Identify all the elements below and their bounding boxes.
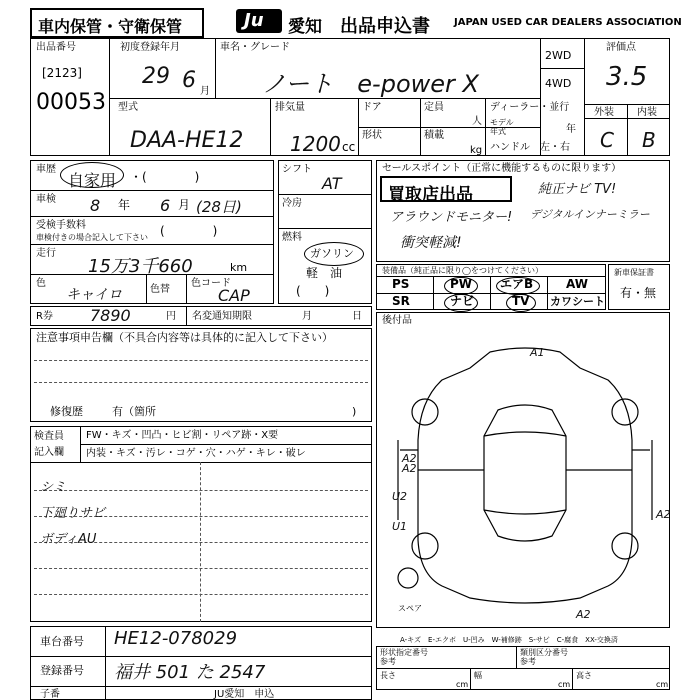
color-change-label: 色替 (150, 284, 170, 295)
grade-label: 評価点 (606, 42, 636, 53)
history-paren: ・( ) (130, 170, 200, 184)
equip-tv-circle (506, 294, 536, 312)
damage-mark-a1: A1 (530, 346, 545, 359)
chassis-value: HE12-078029 (114, 628, 238, 649)
mileage-label: 走行 (36, 248, 56, 259)
inspection-label: 車検 (36, 194, 56, 205)
dim-length-cm: cm (456, 680, 469, 689)
model-year-label1: モデル (490, 118, 514, 127)
ac-label: 冷房 (282, 198, 302, 209)
mileage-unit: km (230, 261, 248, 274)
shift-value: AT (322, 174, 342, 193)
equip-navi: ナビ (450, 294, 475, 308)
model-name-value: ノート e-power X (262, 70, 479, 98)
dealer-label: ディーラー・並行 (490, 102, 570, 113)
door-label: ドア (362, 102, 382, 113)
repair-value: 有（箇所 (112, 405, 156, 418)
displacement-label: 排気量 (275, 102, 305, 113)
sales-point-label: セールスポイント（正常に機能するものに限ります） (382, 163, 622, 174)
footer-label: 子番 (40, 689, 60, 700)
inspector-label-1: 検査員 (34, 431, 64, 442)
damage-mark-a2-rear: A2 (576, 608, 591, 621)
history-label: 車歴 (36, 164, 56, 175)
chassis-label: 車台番号 (40, 635, 84, 648)
damage-mark-a2-right: A2 (656, 508, 671, 521)
equip-airbag: エアB (500, 277, 534, 291)
receipt-note: 車検付きの場合記入して下さい (36, 233, 148, 242)
fuel-options: ガソリン (310, 247, 354, 260)
inspector-line-2: 下廻りサビ (40, 506, 106, 521)
equip-tv: TV (512, 294, 530, 308)
inspection-day: (28日) (196, 198, 242, 216)
color-code: CAP (218, 286, 250, 305)
dim-label-4: 参考 (520, 657, 536, 666)
model-name-label: 車名・グレード (220, 42, 290, 53)
new-warranty-label: 新車保証書 (614, 268, 654, 277)
inspection-year-unit: 年 (118, 198, 131, 212)
equip-aw: AW (566, 277, 588, 291)
buyback-stamp: 買取店出品 (380, 176, 512, 202)
exterior-grade: C (600, 128, 614, 152)
region-label: 愛知 (288, 17, 322, 37)
dim-length: 長さ (380, 671, 396, 680)
history-circle (60, 162, 124, 188)
recycle-value: 7890 (90, 306, 131, 325)
interior-grade: B (642, 128, 656, 152)
kg-unit: kg (470, 145, 483, 156)
sales-line-2: アラウンドモニター! (390, 210, 513, 225)
recycle-unit: 円 (166, 311, 176, 322)
exterior-label: 外装 (594, 107, 614, 118)
recycle-label: R券 (36, 311, 53, 322)
fuel-value: 軽 油 (306, 266, 343, 280)
lot-label: 出品番号 (36, 42, 76, 53)
name-change-month: 月 (302, 311, 312, 322)
inspector-row-1: FW・キズ・凹凸・ヒビ割・リペア跡・X要 (86, 430, 279, 441)
lot-sub-number: [2123] (42, 66, 82, 80)
new-warranty-value: 有・無 (620, 286, 657, 300)
dim-height: 高さ (576, 671, 592, 680)
equip-sr: SR (392, 294, 410, 308)
type-value: DAA-HE12 (130, 128, 244, 153)
sales-line-4: 衝突軽減! (400, 235, 462, 251)
load-label: 積載 (424, 130, 444, 141)
repair-close: ) (352, 405, 357, 418)
registration-value: 福井 501 た 2547 (114, 662, 266, 683)
receipt-label: 受検手数料 (36, 220, 86, 231)
type-label: 型式 (118, 102, 138, 113)
equip-navi-circle (444, 294, 478, 312)
first-registration-year: 29 (142, 64, 170, 89)
model-year-label2: 年式 (490, 127, 506, 136)
dim-width: 幅 (474, 671, 482, 680)
color-code-label: 色コード (191, 278, 231, 289)
displacement-unit: cc (342, 140, 356, 154)
equip-pw: PW (450, 277, 473, 291)
shape-label: 形状 (362, 130, 382, 141)
handle-label: ハンドル 左・右 (490, 142, 570, 153)
lot-number: 00053 (36, 90, 106, 115)
mileage-value: 15万3千660 (88, 256, 193, 277)
history-value: 自家用 (68, 171, 117, 190)
sales-line-1: 純正ナビ TV! (538, 182, 617, 197)
inspection-year: 8 (90, 196, 101, 215)
storage-notice: 車内保管・守衛保管 (38, 17, 183, 36)
registration-label: 登録番号 (40, 664, 84, 677)
first-registration-month: 6 (182, 68, 196, 93)
equipment-label: 装備品（純正品に限り◯をつけてください） (382, 266, 543, 275)
damage-mark-a2-left: A2 (402, 452, 417, 465)
damage-mark-u1: U1 (392, 520, 408, 533)
inspector-line-1: シミ (40, 480, 67, 495)
inspection-month-unit: 月 (178, 198, 191, 212)
association-name: JAPAN USED CAR DEALERS ASSOCIATION (454, 17, 682, 28)
drive-4wd: 4WD (545, 77, 572, 90)
sales-line-3: デジタルインナーミラー (530, 208, 650, 221)
inspector-label-2: 記入欄 (34, 447, 64, 458)
color-value: キャイロ (66, 287, 122, 303)
footer-text: JU愛知 申込 (214, 689, 275, 700)
drive-2wd: 2WD (545, 49, 572, 62)
damage-mark-a2-left2: A2 (402, 462, 417, 475)
dim-label-3: 類別区分番号 (520, 648, 568, 657)
fuel-paren: ( ) (296, 284, 330, 298)
damage-mark-u2: U2 (392, 490, 408, 503)
damage-legend: A-キズ E-エクボ U-凹み W-補修跡 S-サビ C-腐食 XX-交換済 (400, 636, 618, 644)
month-unit: 月 (200, 86, 210, 97)
dim-label-2: 参考 (380, 657, 396, 666)
ju-logo: Ju (236, 9, 282, 33)
later-install-label: 後付品 (382, 315, 412, 326)
dim-label-1: 形状指定番号 (380, 648, 428, 657)
name-change-label: 名変通知期限 (192, 311, 252, 322)
name-change-day: 日 (352, 311, 362, 322)
interior-label: 内装 (637, 107, 657, 118)
capacity-label: 定員 (424, 102, 444, 113)
repair-label: 修復歴 (50, 405, 83, 418)
inspector-row-2: 内装・キズ・汚レ・コゲ・穴・ハゲ・キレ・破レ (86, 448, 306, 459)
equip-pw-circle (444, 277, 478, 295)
persons-unit: 人 (472, 116, 482, 127)
shift-label: シフト (282, 164, 312, 175)
color-label: 色 (36, 278, 46, 289)
equip-airbag-circle (496, 277, 540, 295)
fuel-circle (304, 242, 364, 266)
grade-score: 3.5 (606, 62, 648, 92)
year-unit: 年 (566, 124, 576, 135)
receipt-paren: ( ) (160, 224, 218, 238)
car-diagram (380, 340, 670, 610)
spare-label: スペア (398, 604, 422, 613)
form-title: 出品申込書 (340, 16, 430, 37)
fuel-label: 燃料 (282, 232, 302, 243)
dim-height-cm: cm (656, 680, 669, 689)
dim-width-cm: cm (558, 680, 571, 689)
inspector-line-3: ボディAU (40, 532, 97, 547)
equip-ps: PS (392, 277, 410, 291)
notes-label: 注意事項申告欄（不具合内容等は具体的に記入して下さい） (36, 331, 333, 344)
displacement-value: 1200 (290, 132, 341, 156)
equip-leather: カワシート (550, 295, 605, 308)
first-registration-label: 初度登録年月 (120, 42, 180, 53)
inspection-month: 6 (160, 196, 171, 215)
storage-notice-box (30, 8, 204, 38)
